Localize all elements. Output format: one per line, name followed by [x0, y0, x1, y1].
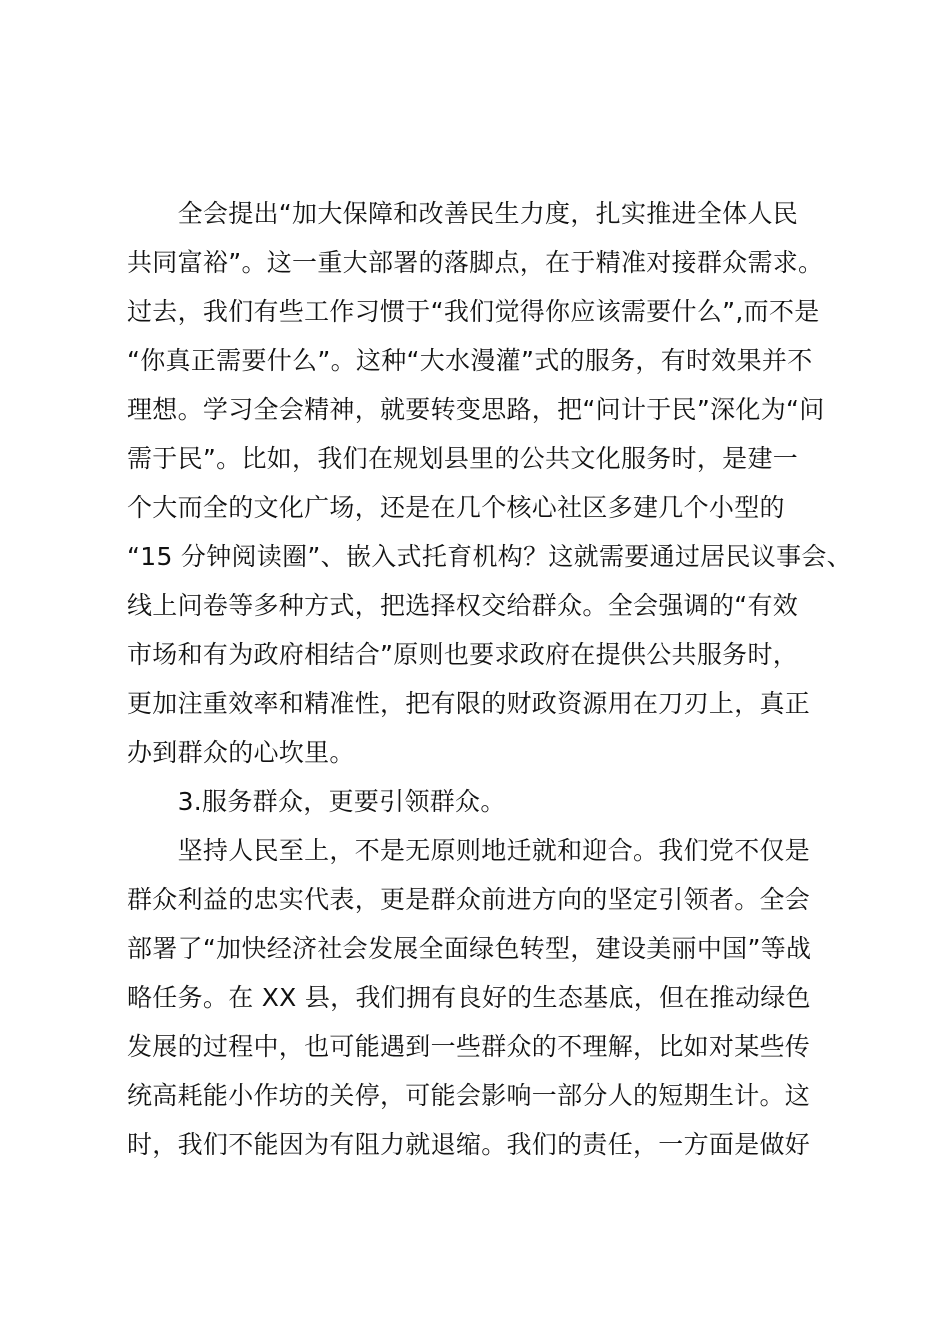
text-line: 部署了“加快经济社会发展全面绿色转型，建设美丽中国”等战	[127, 934, 812, 963]
text-line: “你真正需要什么”。这种“大水漫灌”式的服务，有时效果并不	[127, 346, 813, 375]
text-line: 共同富裕”。这一重大部署的落脚点，在于精准对接群众需求。	[127, 248, 824, 277]
text-line: 坚持人民至上，不是无原则地迁就和迎合。我们党不仅是	[127, 836, 811, 865]
text-line: 需于民”。比如，我们在规划县里的公共文化服务时，是建一	[127, 444, 799, 473]
text-line: 群众利益的忠实代表，更是群众前进方向的坚定引领者。全会	[127, 885, 811, 914]
text-line: 时，我们不能因为有阻力就退缩。我们的责任，一方面是做好	[127, 1130, 811, 1159]
text-line: “15 分钟阅读圈”、嵌入式托育机构？这就需要通过居民议事会、	[127, 542, 852, 571]
text-line: 全会提出“加大保障和改善民生力度，扎实推进全体人民	[127, 199, 799, 228]
text-line: 更加注重效率和精准性，把有限的财政资源用在刀刃上，真正	[127, 689, 811, 718]
text-line: 过去，我们有些工作习惯于“我们觉得你应该需要什么”,而不是	[127, 297, 820, 326]
text-line: 略任务。在 XX 县，我们拥有良好的生态基底，但在推动绿色	[127, 983, 811, 1012]
text-line: 统高耗能小作坊的关停，可能会影响一部分人的短期生计。这	[127, 1081, 811, 1110]
text-line: 办到群众的心坎里。	[127, 738, 355, 767]
section-heading: 3.服务群众，更要引领群众。	[127, 787, 506, 816]
text-line: 发展的过程中，也可能遇到一些群众的不理解，比如对某些传	[127, 1032, 811, 1061]
text-line: 市场和有为政府相结合”原则也要求政府在提供公共服务时，	[127, 640, 799, 669]
text-line: 理想。学习全会精神，就要转变思路，把“问计于民”深化为“问	[127, 395, 825, 424]
text-line: 线上问卷等多种方式，把选择权交给群众。全会强调的“有效	[127, 591, 799, 620]
text-line: 个大而全的文化广场，还是在几个核心社区多建几个小型的	[127, 493, 785, 522]
